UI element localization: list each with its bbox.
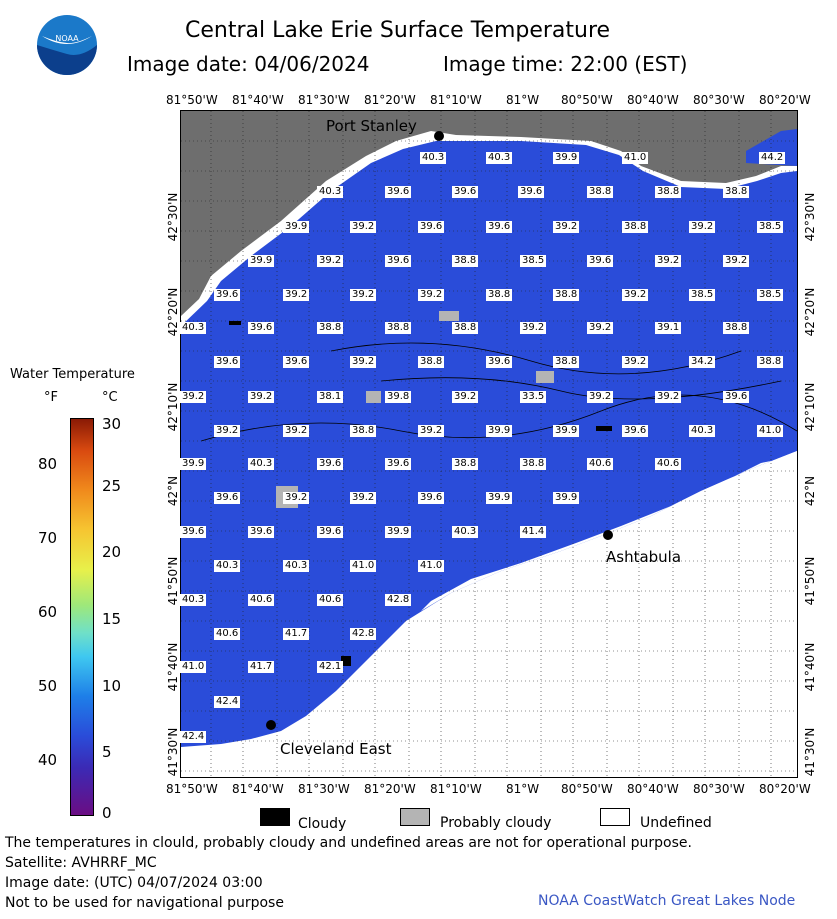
lon-tick-top: 80°30'W [693, 93, 745, 107]
temp-label: 38.8 [387, 322, 410, 333]
temp-label: 38.8 [488, 289, 511, 300]
temp-label: 39.2 [624, 356, 647, 367]
lat-tick-right: 41°40'N [803, 642, 817, 692]
legend-unit-f: °F [44, 390, 58, 405]
temp-label: 39.6 [488, 221, 511, 232]
temp-label: 42.8 [387, 594, 410, 605]
lon-tick-bottom: 81°20'W [364, 782, 416, 796]
legend-tick-f: 80 [38, 455, 58, 473]
temp-label: 41.0 [420, 560, 443, 571]
temp-label: 38.8 [759, 356, 782, 367]
temp-label: 40.3 [319, 186, 342, 197]
lon-tick-top: 80°20'W [759, 93, 811, 107]
temp-label: 42.4 [182, 731, 205, 742]
temp-label: 39.2 [624, 289, 647, 300]
temp-label: 39.2 [725, 255, 748, 266]
lat-tick-left: 42°10'N [166, 382, 180, 432]
temp-label: 41.4 [522, 526, 545, 537]
temp-label: 39.2 [420, 289, 443, 300]
temp-label: 41.7 [285, 628, 308, 639]
probably-cloudy-patch [439, 311, 459, 321]
temp-label: 39.2 [589, 391, 612, 402]
probably-cloudy-patch [536, 371, 554, 383]
temp-label: 40.3 [422, 152, 445, 163]
temp-label: 40.6 [250, 594, 273, 605]
lat-tick-left: 42°N [166, 475, 180, 507]
legend-unit-c: °C [102, 390, 118, 405]
temp-label: 39.6 [624, 425, 647, 436]
city-label-port-stanley: Port Stanley [326, 117, 417, 135]
lat-tick-right: 42°20'N [803, 287, 817, 337]
temp-label: 38.5 [691, 289, 714, 300]
lon-tick-top: 80°50'W [561, 93, 613, 107]
temp-label: 40.3 [454, 526, 477, 537]
temp-label: 39.2 [589, 322, 612, 333]
key-undefined-swatch [600, 808, 630, 826]
lat-tick-right: 42°10'N [803, 382, 817, 432]
lon-tick-bottom: 81°50'W [166, 782, 218, 796]
temp-label: 41.0 [624, 152, 647, 163]
key-probably-cloudy-label: Probably cloudy [440, 815, 552, 831]
temp-label: 42.8 [352, 628, 375, 639]
credit-text: NOAA CoastWatch Great Lakes Node [538, 893, 796, 909]
lon-tick-bottom: 80°50'W [561, 782, 613, 796]
lat-tick-left: 41°40'N [166, 642, 180, 692]
lon-tick-bottom: 80°30'W [693, 782, 745, 796]
satellite-text: Satellite: AVHRRF_MC [5, 855, 157, 871]
temperature-colorbar [70, 418, 94, 816]
temp-label: 38.8 [454, 322, 477, 333]
temp-label: 39.2 [182, 391, 205, 402]
temp-label: 39.2 [352, 289, 375, 300]
temp-label: 39.2 [657, 255, 680, 266]
temp-label: 39.9 [285, 221, 308, 232]
key-cloudy-swatch [260, 808, 290, 826]
lon-tick-top: 80°40'W [627, 93, 679, 107]
temp-label: 39.2 [691, 221, 714, 232]
temp-label: 38.1 [319, 391, 342, 402]
temp-label: 39.2 [250, 391, 273, 402]
temp-label: 38.8 [319, 322, 342, 333]
temp-label: 40.3 [691, 425, 714, 436]
legend-tick-c: 5 [102, 743, 112, 761]
lon-tick-bottom: 81°W [506, 782, 540, 796]
lon-tick-bottom: 80°20'W [759, 782, 811, 796]
cloudy-patch [596, 426, 612, 431]
temp-label: 39.9 [555, 425, 578, 436]
key-cloudy-label: Cloudy [298, 816, 347, 832]
temp-label: 39.6 [216, 356, 239, 367]
temp-label: 39.6 [250, 526, 273, 537]
temp-label: 41.0 [182, 661, 205, 672]
temp-label: 39.2 [319, 255, 342, 266]
temp-label: 39.6 [420, 221, 443, 232]
temp-label: 39.6 [216, 289, 239, 300]
key-undefined-label: Undefined [640, 815, 712, 831]
temp-label: 38.8 [589, 186, 612, 197]
key-probably-cloudy-swatch [400, 808, 430, 826]
temp-label: 42.4 [216, 696, 239, 707]
city-label-ashtabula: Ashtabula [606, 548, 682, 566]
temp-label: 39.2 [352, 492, 375, 503]
temp-label: 39.2 [285, 425, 308, 436]
legend-tick-f: 70 [38, 529, 58, 547]
temp-label: 38.8 [454, 458, 477, 469]
temp-label: 38.8 [725, 186, 748, 197]
legend-tick-c: 25 [102, 477, 122, 495]
temp-label: 33.5 [522, 391, 545, 402]
legend-tick-f: 40 [38, 751, 58, 769]
navigation-warning: Not to be used for navigational purpose [5, 895, 284, 911]
temp-label: 38.8 [624, 221, 647, 232]
map-canvas [181, 111, 797, 777]
temp-label: 40.6 [216, 628, 239, 639]
temp-label: 39.6 [216, 492, 239, 503]
cloudy-patch [229, 321, 241, 325]
temp-label: 39.9 [182, 458, 205, 469]
temp-label: 39.2 [285, 289, 308, 300]
lon-tick-bottom: 81°40'W [232, 782, 284, 796]
temp-label: 39.6 [182, 526, 205, 537]
temp-label: 39.6 [319, 458, 342, 469]
utc-date-text: Image date: (UTC) 04/07/2024 03:00 [5, 875, 263, 891]
temp-label: 38.8 [420, 356, 443, 367]
lon-tick-top: 81°40'W [232, 93, 284, 107]
temp-label: 40.3 [250, 458, 273, 469]
image-time: Image time: 22:00 (EST) [443, 52, 688, 76]
temp-label: 39.2 [420, 425, 443, 436]
lat-tick-left: 41°30'N [166, 727, 180, 777]
temp-label: 39.9 [555, 492, 578, 503]
temp-label: 39.1 [657, 322, 680, 333]
lat-tick-right: 42°N [803, 475, 817, 507]
temp-label: 40.3 [488, 152, 511, 163]
temp-label: 39.6 [454, 186, 477, 197]
temp-label: 38.5 [522, 255, 545, 266]
city-label-cleveland-east: Cleveland East [280, 740, 392, 758]
lat-tick-left: 42°30'N [166, 192, 180, 242]
temp-label: 42.1 [319, 661, 342, 672]
temp-label: 40.3 [182, 594, 205, 605]
temp-label: 38.8 [352, 425, 375, 436]
legend-tick-c: 0 [102, 804, 112, 822]
temp-label: 39.2 [216, 425, 239, 436]
temp-label: 39.2 [555, 221, 578, 232]
legend-tick-f: 60 [38, 603, 58, 621]
temp-label: 38.8 [555, 289, 578, 300]
lat-tick-left: 41°50'N [166, 556, 180, 606]
lon-tick-top: 81°50'W [166, 93, 218, 107]
temp-label: 38.8 [454, 255, 477, 266]
city-marker-port-stanley [434, 131, 444, 141]
temp-label: 39.6 [387, 186, 410, 197]
legend-tick-c: 15 [102, 610, 122, 628]
temp-label: 40.3 [216, 560, 239, 571]
temp-label: 39.6 [387, 255, 410, 266]
temp-label: 40.6 [319, 594, 342, 605]
legend-tick-c: 20 [102, 543, 122, 561]
page-title: Central Lake Erie Surface Temperature [185, 18, 611, 43]
temp-label: 38.8 [522, 458, 545, 469]
legend-title: Water Temperature [10, 367, 135, 382]
image-date: Image date: 04/06/2024 [127, 52, 370, 76]
temp-label: 39.9 [488, 425, 511, 436]
lon-tick-top: 81°30'W [298, 93, 350, 107]
temp-label: 38.5 [759, 289, 782, 300]
lat-tick-right: 41°30'N [803, 727, 817, 777]
temp-label: 39.6 [725, 391, 748, 402]
temp-label: 39.2 [522, 322, 545, 333]
temp-label: 39.6 [420, 492, 443, 503]
lon-tick-top: 81°20'W [364, 93, 416, 107]
temp-label: 39.6 [520, 186, 543, 197]
temp-label: 39.6 [589, 255, 612, 266]
city-marker-cleveland-east [266, 720, 276, 730]
lon-tick-bottom: 81°10'W [430, 782, 482, 796]
temp-label: 40.6 [589, 458, 612, 469]
temp-label: 40.3 [285, 560, 308, 571]
lon-tick-bottom: 80°40'W [627, 782, 679, 796]
temp-label: 39.6 [285, 356, 308, 367]
temp-label: 41.7 [250, 661, 273, 672]
disclaimer-text: The temperatures in clould, probably cloudy and undefined areas are not for operational purpose. [5, 835, 692, 851]
temp-label: 39.9 [387, 526, 410, 537]
temperature-map [180, 110, 798, 778]
temp-label: 39.6 [488, 356, 511, 367]
temp-label: 39.2 [285, 492, 308, 503]
temp-label: 41.0 [352, 560, 375, 571]
temp-label: 44.2 [761, 152, 784, 163]
temp-label: 39.6 [250, 322, 273, 333]
temp-label: 39.2 [657, 391, 680, 402]
legend-tick-f: 50 [38, 677, 58, 695]
temp-label: 40.3 [182, 322, 205, 333]
temp-label: 39.8 [387, 391, 410, 402]
logo-text: NOAA [55, 34, 79, 43]
temp-label: 40.6 [657, 458, 680, 469]
lon-tick-top: 81°W [506, 93, 540, 107]
temp-label: 38.8 [657, 186, 680, 197]
probably-cloudy-patch [366, 391, 381, 403]
temp-label: 39.9 [555, 152, 578, 163]
lat-tick-left: 42°20'N [166, 287, 180, 337]
noaa-logo [36, 14, 98, 76]
temp-label: 38.5 [759, 221, 782, 232]
lon-tick-bottom: 81°30'W [298, 782, 350, 796]
lat-tick-right: 41°50'N [803, 556, 817, 606]
temp-label: 39.2 [352, 221, 375, 232]
temp-label: 34.2 [691, 356, 714, 367]
lon-tick-top: 81°10'W [430, 93, 482, 107]
temp-label: 38.8 [725, 322, 748, 333]
temp-label: 39.6 [319, 526, 342, 537]
temp-label: 39.9 [488, 492, 511, 503]
temp-label: 39.9 [250, 255, 273, 266]
temp-label: 38.8 [555, 356, 578, 367]
city-marker-ashtabula [603, 530, 613, 540]
temp-label: 41.0 [759, 425, 782, 436]
legend-tick-c: 30 [102, 415, 122, 433]
temp-label: 39.6 [387, 458, 410, 469]
temp-label: 39.2 [454, 391, 477, 402]
legend-tick-c: 10 [102, 677, 122, 695]
temp-label: 39.2 [352, 356, 375, 367]
lat-tick-right: 42°30'N [803, 192, 817, 242]
